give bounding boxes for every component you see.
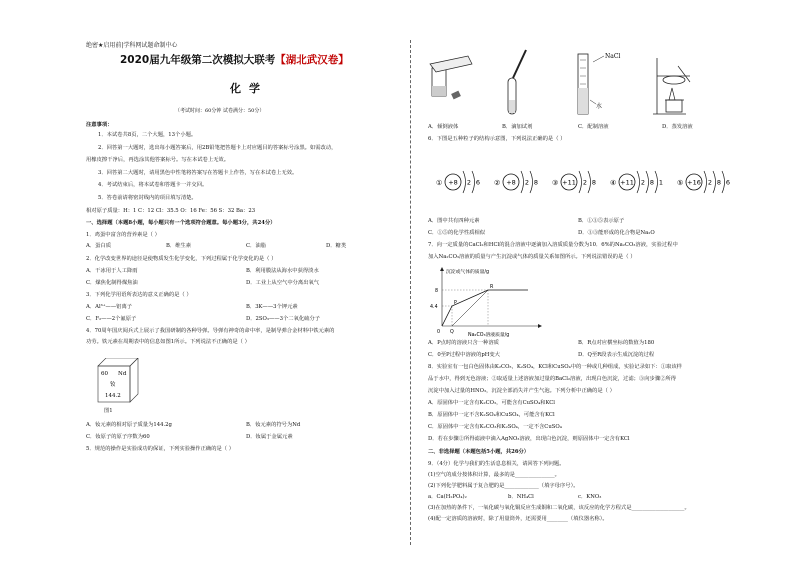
- q6-stem: 6．下图是五种粒子的结构示意图，下列说法正确的是（ ）: [428, 136, 566, 142]
- q7-option-b: B．R点对应横坐标的数值为180: [578, 340, 655, 346]
- column-divider: [410, 40, 411, 545]
- q4-option-c: C．钕原子的原子序数为60: [86, 434, 150, 440]
- q5-stem: 5．规范的操作是实验成功的保证，下列实验操作正确的是（ ）: [86, 446, 235, 452]
- note-item: 3．回答第二大题时，请用黑色中性笔将答案写在答题卡上作答，写在本试卷上无效。: [98, 170, 298, 176]
- electron-shell-arc: [579, 171, 582, 193]
- atom-core-charge: +11: [620, 178, 634, 187]
- q8-option-b: B．原固体中一定不含K₂SO₄和CuSO₄，可能含有KCl: [428, 412, 555, 418]
- electron-count: 6: [475, 178, 481, 187]
- q1-option-d: D．糖类: [326, 243, 347, 249]
- section1-heading: 一、选择题（本题8小题，每小题只有一个选项符合题意。每小题3分，共24分）: [86, 220, 276, 226]
- note-item: 2．回答第一大题时，选出每小题答案后，用2B铅笔把答题卡上对应题目的答案标号涂黑。如需改动，: [98, 145, 337, 151]
- element-mass: 144.2: [105, 393, 121, 399]
- note-item: 4．考试结束后，将本试卷和答题卡一并交回。: [98, 182, 208, 188]
- element-symbol: Nd: [118, 371, 127, 377]
- q6-option-a: A．图中共有四种元素: [428, 218, 480, 224]
- atom-core-charge: +8: [448, 178, 458, 187]
- q7-graph: [428, 266, 548, 338]
- electron-count: 8: [533, 178, 539, 187]
- atom-diagram: [610, 171, 663, 193]
- atom-structure-diagrams: [428, 160, 783, 204]
- element-number: 60: [101, 371, 108, 377]
- q7-option-a: A．P点时的溶液只含一种溶质: [428, 340, 499, 346]
- q5-apparatus-figures: [428, 48, 783, 120]
- element-name: 钕: [110, 382, 116, 388]
- q2-stem: 2．化学改变世界的途径是使物质发生化学变化，下列过程属于化学变化的是（ ）: [86, 256, 277, 262]
- q3-option-c: C．F₂——2个氟原子: [86, 316, 137, 322]
- electron-count: 2: [640, 178, 646, 187]
- atom-core-charge: +8: [506, 178, 516, 187]
- q7-point-r: R: [490, 285, 494, 290]
- electron-count: 1: [658, 178, 664, 187]
- section2-heading: 二、非选择题（本题包括5小题，共26分）: [428, 449, 530, 455]
- q9-stem: 9．（4分）化学与我们的生活息息相关，请回答下列问题。: [428, 461, 565, 467]
- q6-option-c: C．①⑤的化学性质相似: [428, 230, 486, 236]
- element-cell-figure: [92, 358, 142, 403]
- electron-shell-arc: [722, 171, 725, 193]
- atom-diagram: [436, 171, 480, 193]
- figure1-caption: 图1: [104, 408, 113, 414]
- electron-shell-arc: [472, 171, 475, 193]
- q8-stem-line1: 8．实验室有一包白色固体由K₂CO₃，K₂SO₄，KCl和CuSO₄中的一种或几种组成，实验记录如下：①取该样: [428, 364, 682, 370]
- note-item: 5．答卷前请将密封线内的项目填写清楚。: [98, 195, 197, 201]
- exam-title-region: 【湖北武汉卷】: [275, 54, 349, 66]
- q7-stem-line2: 加入Na₂CO₃溶液的质量与产生沉淀或气体的质量关系如图所示。下列说法错误的是（ ）: [428, 254, 636, 260]
- electron-shell-arc: [637, 171, 640, 193]
- q1-option-a: A．蛋白质: [86, 243, 112, 249]
- electron-shell-arc: [588, 171, 591, 193]
- q9-sub2: (2)下列化学肥料属于复合肥的是_____________（填字母序号）。: [428, 483, 579, 489]
- note-item: 1．本试卷共8页，二个大题，13个小题。: [98, 132, 197, 138]
- note-item: 用橡皮擦干净后，再选涂其他答案标号。写在本试卷上无效。: [86, 157, 230, 163]
- q7-origin: 0: [437, 330, 441, 335]
- electron-shell-arc: [646, 171, 649, 193]
- q1-stem: 1．鸡蛋中富含的营养素是（ ）: [86, 232, 160, 238]
- electron-count: 8: [716, 178, 722, 187]
- q6-option-d: D．③③能形成的化合物是Na₂O: [578, 230, 655, 236]
- q6-option-b: B．①③⑤表示原子: [578, 218, 625, 224]
- atom-label: ③: [552, 179, 559, 187]
- exam-meta: （考试时间：60分钟 试卷满分：50分）: [175, 108, 265, 114]
- q7-y-tick-4-4: 4.4: [430, 305, 438, 310]
- atom-diagram: [494, 171, 538, 193]
- q4-stem-line2: 功劳。铁元素在周期表中的信息如图1所示。下列说法不正确的是（ ）: [86, 339, 250, 345]
- electron-count: 8: [591, 178, 597, 187]
- atom-diagram: [677, 171, 730, 193]
- atom-label: ①: [436, 179, 443, 187]
- q2-option-d: D．工业上从空气中分离出氧气: [246, 280, 320, 286]
- q3-stem: 3．下列化学用语所表达的意义正确的是（ ）: [86, 292, 192, 298]
- atom-diagram: [552, 171, 596, 193]
- electron-shell-arc: [655, 171, 658, 193]
- electron-count: 2: [524, 178, 530, 187]
- q8-option-a: A．原固体中一定含有K₂CO₃，可能含有CuSO₄和KCl: [428, 400, 555, 406]
- q9-sub4: (4)配一定溶质的溶液时，除了用量筒外，还需要用________（填仪器名称）。: [428, 516, 608, 522]
- q3-option-a: A．Al³⁺——铝离子: [86, 304, 133, 310]
- q8-option-d: D．若在步骤②所得滤液中滴入AgNO₃溶液，出现白色沉淀，则原固体中一定含有KCl: [428, 436, 630, 442]
- electron-shell-arc: [521, 171, 524, 193]
- q7-ylabel: 沉淀或气体的质量/g: [446, 270, 490, 275]
- q5-option-d: D．蒸发溶液: [662, 124, 693, 130]
- atom-core-charge: +11: [562, 178, 576, 187]
- q7-stem-line1: 7．向一定质量的CaCl₂和HCl的混合溶液中逐滴加入溶质质量分数为10．6%的Na₂CO₃溶液，实验过程中: [428, 242, 678, 248]
- electron-count: 2: [582, 178, 588, 187]
- q9-sub2-option-a: a．Ca(H₂PO₄)₂: [428, 494, 467, 500]
- electron-shell-arc: [463, 171, 466, 193]
- q3-option-d: D．2SO₃——3个二氧化硫分子: [246, 316, 321, 322]
- q4-stem-line1: 4．70周年国庆阅兵式上展示了我国研制的各种导弹。导弹有神奇的命中率，是制导弹合金材料中铁元素的: [86, 328, 335, 334]
- subject-title: 化学: [230, 82, 268, 95]
- evaporation-icon: [653, 58, 690, 114]
- water-label: 水: [596, 103, 603, 110]
- notes-heading: 注意事项：: [86, 122, 113, 128]
- q7-point-q: Q: [450, 330, 454, 335]
- q9-sub3: (3)在加热的条件下，一氧化碳与氧化铜反应生成铜和二氧化碳，该反应的化学方程式是____________________。: [428, 505, 690, 511]
- atomic-masses: 相对原子质量：H：1 C：12 Cl：35.5 O：16 Fe：56 S：32 Ba：23: [86, 208, 256, 214]
- atom-label: ⑤: [677, 179, 684, 187]
- q9-sub2-option-b: b．NH₄Cl: [508, 494, 534, 500]
- q9-sub1: (1)空气的成分按体积计算，最多的是_______________。: [428, 472, 560, 478]
- q7-option-d: D．Q至R段表示生成沉淀的过程: [578, 352, 655, 358]
- q4-option-b: B．钕元素的符号为Nd: [246, 422, 301, 428]
- q5-option-a: A．倾倒液体: [428, 124, 459, 130]
- atom-label: ④: [610, 179, 617, 187]
- q7-point-p: P: [454, 301, 457, 306]
- q8-option-c: C．原固体中一定含有K₂CO₃和K₂SO₄，一定不含CuSO₄: [428, 424, 562, 430]
- electron-count: 8: [649, 178, 655, 187]
- q5-option-b: B．滴加试剂: [502, 124, 533, 130]
- q4-option-a: A．钕元素的相对原子质量为144.2g: [86, 422, 172, 428]
- q2-option-a: A．干冰用于人工降雨: [86, 268, 138, 274]
- exam-title-main: 2020届九年级第二次模拟大联考: [120, 54, 276, 66]
- electron-count: 2: [466, 178, 472, 187]
- electron-shell-arc: [530, 171, 533, 193]
- header-note: 绝密★启用前|学科网试题命制中心: [86, 42, 178, 49]
- dropper-icon: [508, 50, 526, 114]
- q7-xlabel: Na₂CO₃溶液质量/g: [468, 333, 510, 338]
- nacl-label: NaCl: [605, 53, 621, 60]
- q4-option-d: D．钕属于金属元素: [246, 434, 293, 440]
- q3-option-b: B．3K——3个钾元素: [246, 304, 298, 310]
- q2-option-c: C．煤焦化制得煤焦油: [86, 280, 138, 286]
- q8-stem-line3: 沉淀中加入过量的HNO₃，沉淀全部消失并产生气泡。下列分析中正确的是（ ）: [428, 388, 615, 394]
- q1-option-b: B．维生素: [166, 243, 192, 249]
- atom-label: ②: [494, 179, 501, 187]
- q8-stem-line2: 品于水中，得到无色溶液；②取适量上述溶液加过量的BaCl₂溶液，出现白色沉淀，过滤；③向步骤②所得: [428, 376, 676, 382]
- q2-option-b: B．利用膜法从海水中获得淡水: [246, 268, 319, 274]
- atom-core-charge: +16: [687, 178, 701, 187]
- q5-option-c: C．配制溶液: [578, 124, 609, 130]
- exam-title: [120, 52, 349, 67]
- electron-count: 2: [707, 178, 713, 187]
- electron-shell-arc: [704, 171, 707, 193]
- electron-shell-arc: [713, 171, 716, 193]
- q7-option-c: C．0至P过程中溶液的pH变大: [428, 352, 500, 358]
- pouring-icon: [430, 56, 472, 99]
- q1-option-c: C．油脂: [246, 243, 266, 249]
- electron-count: 6: [725, 178, 731, 187]
- q7-y-tick-8: 8: [435, 289, 439, 294]
- q9-sub2-option-c: c．KNO₃: [578, 494, 602, 500]
